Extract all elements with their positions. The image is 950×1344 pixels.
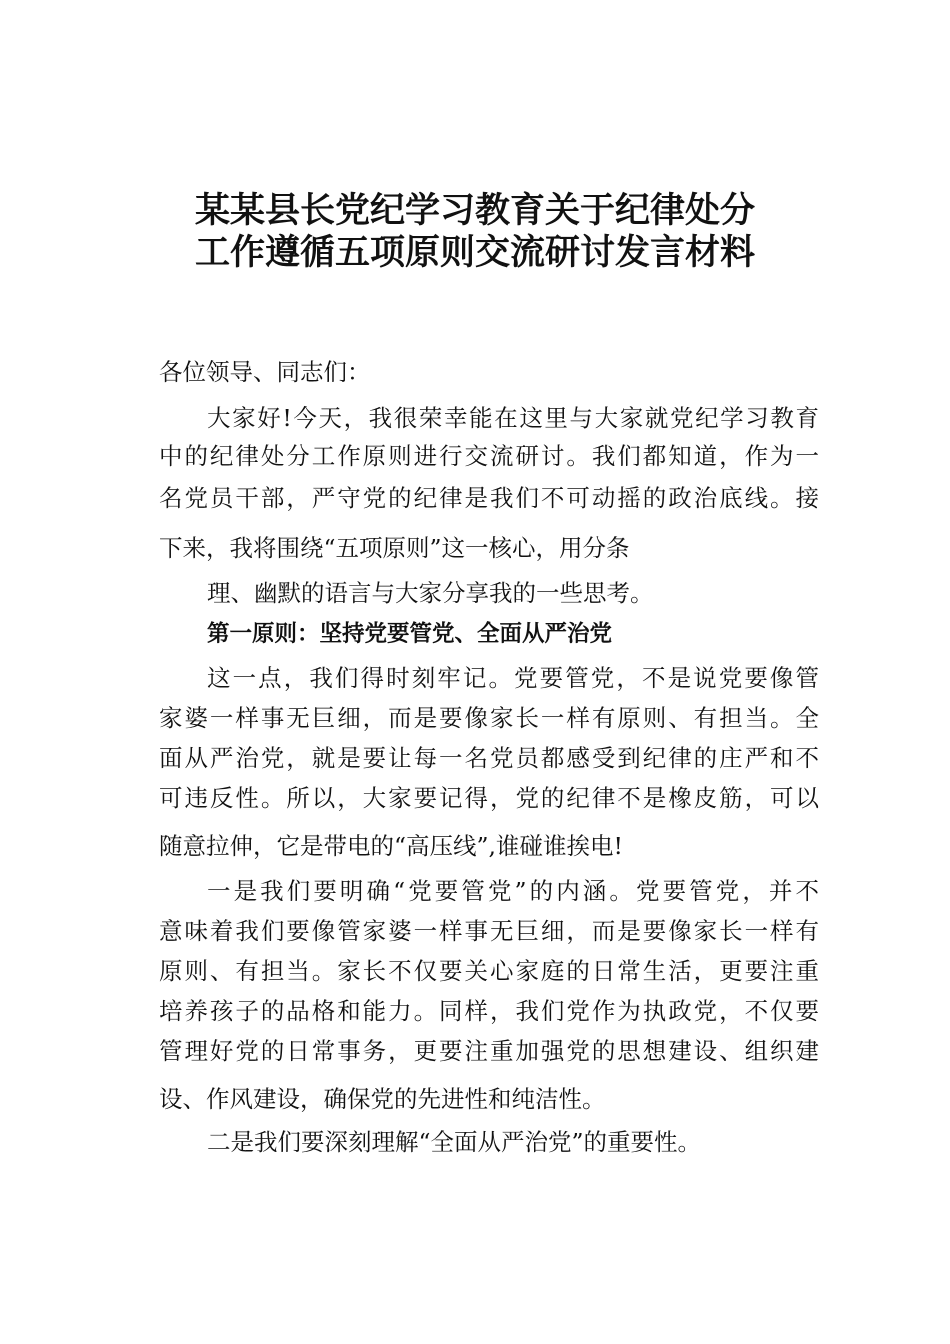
para3-line-1: 二是我们要深刻理解“全面从严治党”的重要性。 [207, 1128, 702, 1156]
document-title-line-1: 某某县长党纪学习教育关于纪律处分 [194, 191, 755, 231]
para2-line-3: 原则、有担当。家长不仅要关心家庭的日常生活，更要注重 [159, 957, 819, 985]
intro-line-2: 中的纪律处分工作原则进行交流研讨。我们都知道，作为一 [159, 442, 819, 470]
para2-line-1: 一是我们要明确“党要管党”的内涵。党要管党，并不 [207, 877, 819, 905]
para1-line-3: 面从严治党，就是要让每一名党员都感受到纪律的庄严和不 [159, 744, 819, 772]
para1-line-1: 这一点，我们得时刻牢记。党要管党，不是说党要像管 [207, 664, 819, 692]
para1-line-5: 随意拉伸，它是带电的“高压线”,谁碰谁挨电! [159, 832, 623, 860]
intro-line-5: 理、幽默的语言与大家分享我的一些思考。 [207, 579, 654, 607]
intro-line-3: 名党员干部，严守党的纪律是我们不可动摇的政治底线。接 [159, 484, 819, 512]
document-title-line-2: 工作遵循五项原则交流研讨发言材料 [194, 233, 755, 273]
para2-line-6: 设、作风建设，确保党的先进性和纯洁性。 [159, 1085, 606, 1113]
section-heading-1: 第一原则：坚持党要管党、全面从严治党 [207, 621, 613, 647]
para2-line-5: 管理好党的日常事务，更要注重加强党的思想建设、组织建 [159, 1037, 819, 1065]
para2-line-2: 意味着我们要像管家婆一样事无巨细，而是要像家长一样有 [159, 917, 819, 945]
intro-line-4: 下来，我将围绕“五项原则”这一核心，用分条 [159, 534, 630, 562]
para1-line-2: 家婆一样事无巨细，而是要像家长一样有原则、有担当。全 [159, 704, 819, 732]
salutation: 各位领导、同志们： [159, 358, 371, 386]
para1-line-4: 可违反性。所以，大家要记得，党的纪律不是橡皮筋，可以 [159, 784, 819, 812]
intro-line-1: 大家好!今天，我很荣幸能在这里与大家就党纪学习教育 [207, 404, 819, 432]
para2-line-4: 培养孩子的品格和能力。同样，我们党作为执政党，不仅要 [159, 997, 819, 1025]
